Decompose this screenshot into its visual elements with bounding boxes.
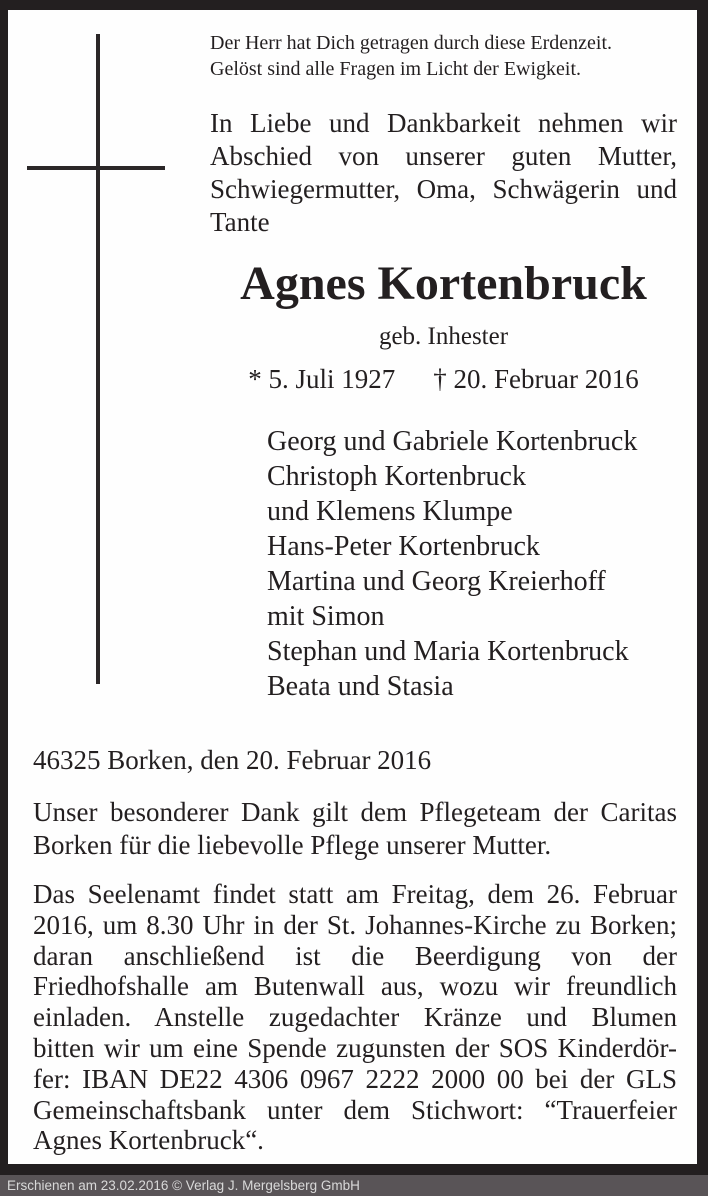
deceased-name: Agnes Kortenbruck [240, 257, 647, 310]
service-line: Gemeinschaftsbank unter dem Stichwort: “Trauerfeier [33, 1094, 677, 1125]
thanks-line: Borken für die liebevolle Pflege unserer Mutter. [33, 830, 552, 860]
publisher-footer-text: Erschienen am 23.02.2016 © Verlag J. Mergelsberg GmbH [7, 1178, 360, 1193]
verse-line: Der Herr hat Dich getragen durch diese Erdenzeit. [210, 32, 613, 54]
service-paragraph [33, 879, 677, 1156]
mourner-line: Beata und Stasia [267, 671, 454, 702]
birth-date: * 5. Juli 1927 [248, 364, 396, 394]
cross-horizontal-bar [27, 166, 165, 170]
mourners-list [267, 424, 687, 704]
publisher-footer-bar [0, 1175, 708, 1196]
service-line: 2016, um 8.30 Uhr in der St. Johannes-Kirche zu Borken; [33, 909, 677, 940]
mourner-line: Martina und Georg Kreierhoff [267, 566, 606, 597]
service-line: einladen. Anstelle zugedachter Kränze und Blumen [33, 1002, 677, 1033]
mourner-line: Georg und Gabriele Kortenbruck [267, 426, 638, 457]
intro-paragraph [210, 107, 677, 239]
intro-line: Abschied von unserer guten Mutter, [210, 141, 677, 171]
memorial-verse [210, 30, 677, 82]
life-dates [210, 363, 677, 395]
thanks-line: Unser besonderer Dank gilt dem Pflegeteam der Caritas [33, 797, 677, 827]
mourner-line: Hans-Peter Kortenbruck [267, 531, 540, 562]
mourner-line: und Klemens Klumpe [267, 496, 513, 527]
intro-line: Schwiegermutter, Oma, Schwägerin und [210, 174, 677, 204]
verse-line: Gelöst sind alle Fragen im Licht der Ewigkeit. [210, 58, 582, 80]
service-line: fer: IBAN DE22 4306 0967 2222 2000 00 bei der GLS [33, 1063, 677, 1094]
mourner-line: Stephan und Maria Kortenbruck [267, 636, 629, 667]
cross-vertical-bar [96, 34, 100, 684]
service-line: Friedhofshalle am Butenwall aus, wozu wir freundlich [33, 971, 677, 1002]
mourner-line: mit Simon [267, 601, 385, 632]
intro-line: In Liebe und Dankbarkeit nehmen wir [210, 108, 677, 138]
intro-line: Tante [210, 207, 270, 237]
thanks-paragraph [33, 796, 677, 862]
service-line: bitten wir um eine Spende zugunsten der SOS Kinderdör- [33, 1032, 677, 1063]
service-line: daran anschließend ist die Beerdigung von der [33, 940, 677, 971]
service-line: Das Seelenamt findet statt am Freitag, dem 26. Februar [33, 879, 677, 909]
place-date-line: 46325 Borken, den 20. Februar 2016 [33, 745, 432, 775]
service-line: Agnes Kortenbruck“. [33, 1125, 264, 1156]
death-date: † 20. Februar 2016 [433, 364, 639, 394]
mourner-line: Christoph Kortenbruck [267, 461, 526, 492]
maiden-name: geb. Inhester [378, 323, 509, 350]
